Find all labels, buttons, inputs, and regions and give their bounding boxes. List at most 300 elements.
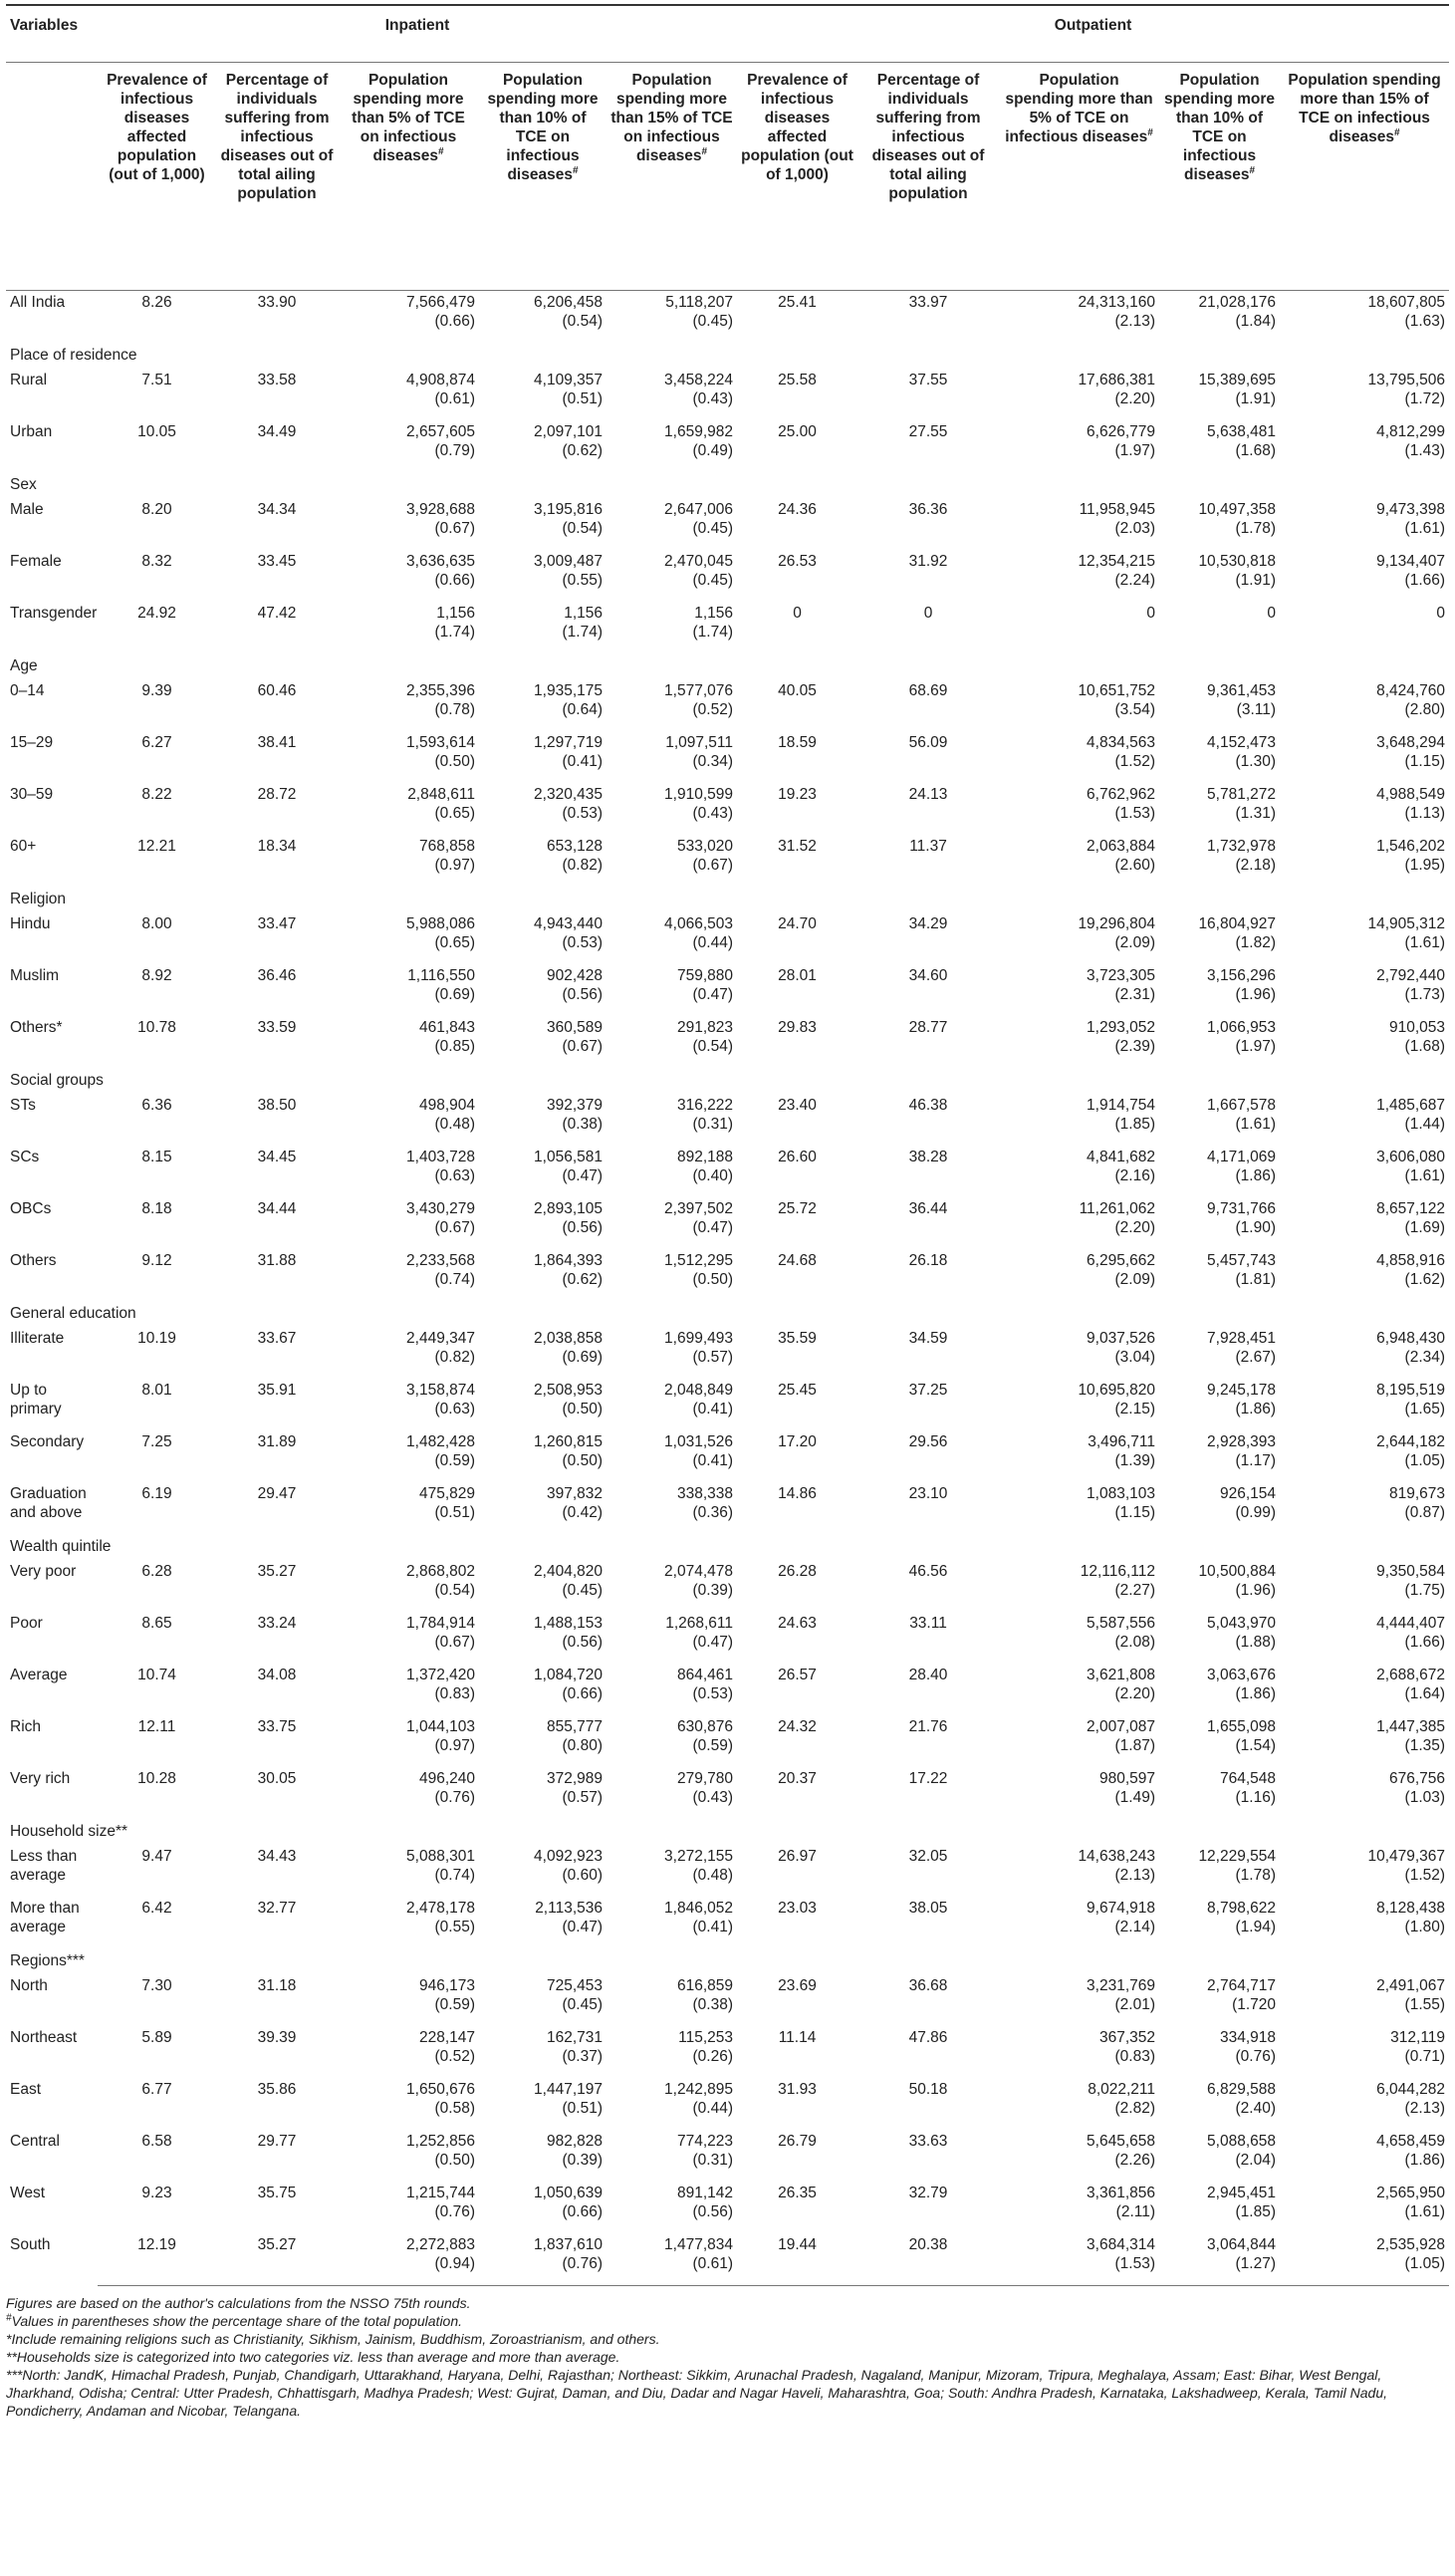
row-label: Female bbox=[10, 553, 62, 570]
value-cell: 392,379 bbox=[546, 1097, 603, 1114]
table-body bbox=[6, 291, 1449, 2286]
value-cell: 8.15 bbox=[141, 1149, 172, 1165]
value-cell: 3,606,080 bbox=[1376, 1149, 1446, 1165]
value-cell: 32.79 bbox=[908, 2185, 948, 2201]
value-cell: 9.12 bbox=[141, 1252, 172, 1269]
table-row bbox=[6, 2130, 1449, 2151]
value-cell: 5,587,556 bbox=[1087, 1615, 1156, 1632]
value-cell: 2,478,178 bbox=[406, 1900, 475, 1917]
value-cell: 60.46 bbox=[257, 682, 297, 699]
share-cell: (1.52) bbox=[1114, 753, 1156, 770]
value-cell: 8,798,622 bbox=[1207, 1900, 1277, 1917]
share-cell bbox=[98, 700, 216, 731]
share-cell: (0.43) bbox=[692, 805, 734, 822]
share-cell bbox=[737, 1115, 857, 1146]
note-religion: *Include remaining religions such as Christianity, Sikhism, Jainism, Buddhism, Zoroastrianism, and others. bbox=[6, 2331, 660, 2347]
share-cell: (0.47) bbox=[692, 986, 734, 1003]
value-cell: 35.27 bbox=[257, 1563, 297, 1580]
value-cell: 35.75 bbox=[257, 2185, 297, 2201]
section-title: Regions*** bbox=[10, 1952, 85, 1969]
inpatient-header: Inpatient bbox=[98, 5, 737, 63]
section-row bbox=[6, 653, 1449, 679]
value-cell: 653,128 bbox=[546, 838, 603, 855]
value-cell: 1,784,914 bbox=[406, 1615, 475, 1632]
share-cell: (0.52) bbox=[692, 701, 734, 718]
share-cell: (2.04) bbox=[1235, 2152, 1277, 2169]
value-cell: 1,512,295 bbox=[664, 1252, 734, 1269]
row-label: Northeast bbox=[10, 2029, 78, 2046]
value-cell: 17.20 bbox=[778, 1433, 817, 1450]
value-cell: 3,684,314 bbox=[1087, 2236, 1156, 2253]
value-cell: 37.55 bbox=[908, 372, 948, 388]
share-cell: (1.62) bbox=[1404, 1271, 1446, 1288]
value-cell: 24.68 bbox=[778, 1252, 817, 1269]
value-cell: 10.19 bbox=[137, 1330, 176, 1347]
value-cell: 5,043,970 bbox=[1207, 1615, 1277, 1632]
share-cell: (0.53) bbox=[562, 934, 603, 951]
share-cell bbox=[216, 312, 338, 343]
share-cell bbox=[737, 1633, 857, 1664]
value-cell: 47.42 bbox=[257, 605, 297, 622]
value-cell: 9,731,766 bbox=[1207, 1200, 1277, 1217]
value-cell: 4,834,563 bbox=[1087, 734, 1156, 751]
share-cell bbox=[98, 752, 216, 783]
share-cell: (3.54) bbox=[1114, 701, 1156, 718]
value-cell: 6,295,662 bbox=[1087, 1252, 1156, 1269]
share-cell: (0.51) bbox=[562, 2100, 603, 2117]
share-cell: (0.76) bbox=[434, 2203, 475, 2220]
footnote-mark: # bbox=[1394, 127, 1400, 138]
row-label: Hindu bbox=[10, 915, 51, 932]
share-cell: (2.82) bbox=[1114, 2100, 1156, 2117]
row-label: Illiterate bbox=[10, 1330, 65, 1347]
share-row bbox=[6, 571, 1449, 602]
footnote-mark: # bbox=[572, 164, 579, 176]
share-cell: (1.61) bbox=[1404, 2203, 1446, 2220]
value-cell: 34.34 bbox=[257, 501, 297, 518]
value-cell: 10,695,820 bbox=[1078, 1382, 1156, 1399]
share-cell: (0.63) bbox=[434, 1401, 475, 1417]
share-cell bbox=[216, 1166, 338, 1197]
value-cell: 2,355,396 bbox=[406, 682, 475, 699]
share-cell: (1.80) bbox=[1404, 1919, 1446, 1935]
share-cell bbox=[98, 1218, 216, 1249]
value-cell: 12.19 bbox=[137, 2236, 176, 2253]
value-cell: 8.00 bbox=[141, 915, 172, 932]
value-cell: 20.37 bbox=[778, 1770, 817, 1787]
table-row bbox=[6, 1974, 1449, 1995]
value-cell: 36.36 bbox=[908, 501, 948, 518]
share-row bbox=[6, 1348, 1449, 1379]
share-cell: (0.59) bbox=[434, 1452, 475, 1469]
share-cell: (0.50) bbox=[692, 1271, 734, 1288]
share-cell bbox=[857, 1218, 999, 1249]
header-row-groups bbox=[6, 5, 1449, 63]
share-cell: (0.66) bbox=[434, 572, 475, 589]
share-cell: (0.38) bbox=[692, 1996, 734, 2013]
value-cell: 8.65 bbox=[141, 1615, 172, 1632]
column-header-text: Prevalence of infectious diseases affected population (out of 1,000) bbox=[741, 72, 853, 183]
share-cell: (0.50) bbox=[434, 753, 475, 770]
share-cell bbox=[737, 700, 857, 731]
share-row bbox=[6, 856, 1449, 887]
value-cell: 32.05 bbox=[908, 1848, 948, 1865]
value-cell: 4,658,459 bbox=[1376, 2133, 1446, 2150]
note-household: **Households size is categorized into two categories viz. less than average and more than average. bbox=[6, 2349, 620, 2365]
row-label: SCs bbox=[10, 1149, 40, 1165]
share-cell bbox=[857, 571, 999, 602]
value-cell: 2,038,858 bbox=[534, 1330, 603, 1347]
share-cell bbox=[737, 1866, 857, 1897]
table-row bbox=[6, 912, 1449, 933]
table-row bbox=[6, 1560, 1449, 1581]
value-cell: 5,988,086 bbox=[406, 915, 475, 932]
share-cell: (0.59) bbox=[434, 1996, 475, 2013]
value-cell: 18.34 bbox=[257, 838, 297, 855]
share-cell bbox=[737, 856, 857, 887]
value-cell: 31.89 bbox=[257, 1433, 297, 1450]
section-row bbox=[6, 343, 1449, 369]
header-row-columns bbox=[6, 63, 1449, 291]
value-cell: 26.53 bbox=[778, 553, 817, 570]
value-cell: 5,457,743 bbox=[1207, 1252, 1277, 1269]
row-label: 15–29 bbox=[10, 734, 54, 751]
share-cell bbox=[216, 1788, 338, 1819]
share-cell: (0.82) bbox=[434, 1349, 475, 1366]
share-cell: (1.69) bbox=[1404, 1219, 1446, 1236]
table-row bbox=[6, 1327, 1449, 1348]
share-cell: (1.53) bbox=[1114, 805, 1156, 822]
value-cell: 4,092,923 bbox=[534, 1848, 603, 1865]
share-cell bbox=[857, 312, 999, 343]
data-table bbox=[6, 4, 1449, 2286]
value-cell: 1,732,978 bbox=[1207, 838, 1277, 855]
share-cell bbox=[216, 1115, 338, 1146]
share-cell: (0.67) bbox=[434, 520, 475, 537]
share-cell: (1.17) bbox=[1235, 1452, 1277, 1469]
share-cell: (0.50) bbox=[434, 2152, 475, 2169]
value-cell: 33.45 bbox=[257, 553, 297, 570]
value-cell: 3,063,676 bbox=[1207, 1667, 1277, 1683]
column-header bbox=[479, 63, 606, 291]
value-cell: 1,156 bbox=[564, 605, 603, 622]
value-cell: 6,762,962 bbox=[1087, 786, 1156, 803]
table-row bbox=[6, 1197, 1449, 1218]
share-cell: (1.86) bbox=[1235, 1167, 1277, 1184]
value-cell: 2,657,605 bbox=[406, 423, 475, 440]
share-cell bbox=[98, 1788, 216, 1819]
share-cell bbox=[857, 933, 999, 964]
value-cell: 10.05 bbox=[137, 423, 176, 440]
share-cell: (0.55) bbox=[434, 1919, 475, 1935]
table-row bbox=[6, 602, 1449, 623]
value-cell: 3,928,688 bbox=[406, 501, 475, 518]
share-cell bbox=[857, 985, 999, 1016]
value-cell: 11.37 bbox=[909, 838, 947, 855]
share-cell: (0.49) bbox=[692, 442, 734, 459]
share-cell bbox=[737, 1736, 857, 1767]
value-cell: 1,156 bbox=[436, 605, 475, 622]
share-cell bbox=[737, 752, 857, 783]
value-cell: 892,188 bbox=[676, 1149, 734, 1165]
value-cell: 33.75 bbox=[257, 1718, 297, 1735]
value-cell: 29.47 bbox=[257, 1485, 297, 1502]
value-cell: 4,109,357 bbox=[534, 372, 603, 388]
share-cell bbox=[98, 933, 216, 964]
value-cell: 31.93 bbox=[778, 2081, 817, 2098]
value-cell: 68.69 bbox=[908, 682, 948, 699]
share-cell: (1.66) bbox=[1404, 572, 1446, 589]
value-cell: 980,597 bbox=[1098, 1770, 1156, 1787]
row-label: Others* bbox=[10, 1019, 63, 1036]
value-cell: 1,477,834 bbox=[664, 2236, 734, 2253]
value-cell: 5,645,658 bbox=[1087, 2133, 1156, 2150]
value-cell: 12.21 bbox=[137, 838, 176, 855]
share-row bbox=[6, 700, 1449, 731]
share-cell: (0.55) bbox=[562, 572, 603, 589]
share-cell: (1.75) bbox=[1404, 1582, 1446, 1599]
value-cell: 6,829,588 bbox=[1207, 2081, 1277, 2098]
share-cell: (0.57) bbox=[562, 1789, 603, 1806]
share-cell bbox=[857, 441, 999, 472]
value-cell: 33.47 bbox=[257, 915, 297, 932]
share-cell: (1.86) bbox=[1235, 1685, 1277, 1702]
value-cell: 2,688,672 bbox=[1376, 1667, 1446, 1683]
share-cell: (1.84) bbox=[1235, 313, 1277, 330]
value-cell: 338,338 bbox=[676, 1485, 734, 1502]
share-row bbox=[6, 441, 1449, 472]
share-cell bbox=[216, 985, 338, 1016]
value-cell: 1,846,052 bbox=[664, 1900, 734, 1917]
share-cell bbox=[857, 1633, 999, 1664]
share-cell bbox=[857, 1918, 999, 1948]
footnote-mark: # bbox=[1249, 164, 1256, 176]
value-cell: 35.91 bbox=[257, 1382, 297, 1399]
row-label: Very poor bbox=[10, 1563, 77, 1580]
value-cell: 461,843 bbox=[418, 1019, 475, 1036]
share-cell: (0.67) bbox=[692, 857, 734, 874]
value-cell: 33.59 bbox=[257, 1019, 297, 1036]
value-cell: 2,007,087 bbox=[1087, 1718, 1156, 1735]
value-cell: 25.41 bbox=[778, 294, 817, 311]
value-cell: 34.44 bbox=[257, 1200, 297, 1217]
share-cell: (2.60) bbox=[1114, 857, 1156, 874]
share-cell: (1.54) bbox=[1235, 1737, 1277, 1754]
table-notes bbox=[6, 2294, 1449, 2420]
share-cell bbox=[216, 1736, 338, 1767]
share-cell bbox=[857, 1400, 999, 1430]
share-cell bbox=[737, 1918, 857, 1948]
value-cell: 6.77 bbox=[141, 2081, 172, 2098]
value-cell: 162,731 bbox=[546, 2029, 603, 2046]
share-cell: (0.66) bbox=[562, 2203, 603, 2220]
section-title: Sex bbox=[10, 476, 37, 493]
value-cell: 15,389,695 bbox=[1198, 372, 1277, 388]
row-label: Average bbox=[10, 1667, 68, 1683]
share-cell: (0.67) bbox=[434, 1219, 475, 1236]
section-row bbox=[6, 1948, 1449, 1974]
share-row bbox=[6, 985, 1449, 1016]
value-cell: 759,880 bbox=[676, 967, 734, 984]
column-header bbox=[216, 63, 338, 291]
value-cell: 1,050,639 bbox=[534, 2185, 603, 2201]
value-cell: 8.22 bbox=[141, 786, 172, 803]
value-cell: 31.92 bbox=[908, 553, 948, 570]
share-cell bbox=[737, 1400, 857, 1430]
value-cell: 3,064,844 bbox=[1207, 2236, 1277, 2253]
share-cell bbox=[857, 1037, 999, 1068]
value-cell: 8.92 bbox=[141, 967, 172, 984]
value-cell: 7.51 bbox=[141, 372, 172, 388]
table-row bbox=[6, 291, 1449, 313]
value-cell: 28.72 bbox=[257, 786, 297, 803]
row-label: Urban bbox=[10, 423, 53, 440]
value-cell: 3,430,279 bbox=[406, 1200, 475, 1217]
value-cell: 1,577,076 bbox=[664, 682, 734, 699]
value-cell: 1,268,611 bbox=[665, 1615, 734, 1632]
value-cell: 3,458,224 bbox=[664, 372, 734, 388]
share-row bbox=[6, 1503, 1449, 1534]
share-cell: (0.56) bbox=[562, 1219, 603, 1236]
value-cell: 2,397,502 bbox=[664, 1200, 734, 1217]
share-cell: (1.95) bbox=[1404, 857, 1446, 874]
share-cell bbox=[857, 1736, 999, 1767]
share-cell: (2.09) bbox=[1114, 934, 1156, 951]
share-cell: (2.39) bbox=[1114, 1038, 1156, 1055]
value-cell: 8.20 bbox=[141, 501, 172, 518]
share-cell: (0.82) bbox=[562, 857, 603, 874]
share-cell bbox=[98, 1503, 216, 1534]
share-cell: (0.41) bbox=[562, 753, 603, 770]
value-cell: 1,935,175 bbox=[534, 682, 603, 699]
share-cell bbox=[737, 1270, 857, 1301]
value-cell: 28.77 bbox=[908, 1019, 948, 1036]
value-cell: 31.18 bbox=[257, 1977, 297, 1994]
share-cell: (1.52) bbox=[1404, 1867, 1446, 1884]
share-cell: (0.50) bbox=[562, 1401, 603, 1417]
value-cell: 6,044,282 bbox=[1376, 2081, 1446, 2098]
value-cell: 372,989 bbox=[546, 1770, 603, 1787]
share-cell: (1.96) bbox=[1235, 1582, 1277, 1599]
value-cell: 3,231,769 bbox=[1087, 1977, 1156, 1994]
share-cell bbox=[737, 1348, 857, 1379]
value-cell: 4,171,069 bbox=[1207, 1149, 1277, 1165]
value-cell: 533,020 bbox=[676, 838, 734, 855]
share-cell: (1.87) bbox=[1114, 1737, 1156, 1754]
value-cell: 38.41 bbox=[257, 734, 297, 751]
share-cell bbox=[216, 1684, 338, 1715]
column-header bbox=[857, 63, 999, 291]
share-cell bbox=[98, 1400, 216, 1430]
table-row bbox=[6, 1146, 1449, 1166]
value-cell: 0 bbox=[1436, 605, 1446, 622]
value-cell: 34.43 bbox=[257, 1848, 297, 1865]
share-cell bbox=[98, 312, 216, 343]
value-cell: 9,361,453 bbox=[1207, 682, 1277, 699]
share-cell: (2.08) bbox=[1114, 1634, 1156, 1651]
value-cell: 9,473,398 bbox=[1376, 501, 1446, 518]
value-cell: 2,565,950 bbox=[1376, 2185, 1446, 2201]
share-cell bbox=[857, 389, 999, 420]
table-row bbox=[6, 1379, 1449, 1400]
value-cell: 6,626,779 bbox=[1087, 423, 1156, 440]
share-cell: (0.67) bbox=[434, 1634, 475, 1651]
value-cell: 16,804,927 bbox=[1198, 915, 1277, 932]
value-cell: 5.89 bbox=[141, 2029, 172, 2046]
share-cell bbox=[857, 2047, 999, 2078]
share-cell: (0.60) bbox=[562, 1867, 603, 1884]
row-label: West bbox=[10, 2185, 46, 2201]
share-cell: (0.80) bbox=[562, 1737, 603, 1754]
value-cell: 725,453 bbox=[546, 1977, 603, 1994]
value-cell: 3,361,856 bbox=[1087, 2185, 1156, 2201]
share-cell: (0.66) bbox=[562, 1685, 603, 1702]
share-cell: (0.41) bbox=[692, 1452, 734, 1469]
share-cell: (2.24) bbox=[1114, 572, 1156, 589]
value-cell: 4,444,407 bbox=[1376, 1615, 1446, 1632]
share-cell: (0.99) bbox=[1235, 1504, 1277, 1521]
share-cell: (0.54) bbox=[434, 1582, 475, 1599]
row-label: Poor bbox=[10, 1615, 43, 1632]
share-cell bbox=[98, 1451, 216, 1482]
share-cell: (2.40) bbox=[1235, 2100, 1277, 2117]
share-cell: (0.51) bbox=[562, 390, 603, 407]
share-cell bbox=[737, 1218, 857, 1249]
row-label: Muslim bbox=[10, 967, 60, 984]
share-cell bbox=[737, 312, 857, 343]
share-cell: (1.74) bbox=[562, 624, 603, 641]
share-cell bbox=[98, 2254, 216, 2286]
section-title: General education bbox=[10, 1305, 136, 1322]
share-cell bbox=[98, 1348, 216, 1379]
value-cell: 2,792,440 bbox=[1376, 967, 1446, 984]
share-cell: (0.74) bbox=[434, 1867, 475, 1884]
value-cell: 910,053 bbox=[1389, 1019, 1446, 1036]
share-cell bbox=[98, 1037, 216, 1068]
share-cell bbox=[216, 2151, 338, 2182]
value-cell: 764,548 bbox=[1219, 1770, 1277, 1787]
value-cell: 35.27 bbox=[257, 2236, 297, 2253]
share-cell: (1.88) bbox=[1235, 1634, 1277, 1651]
share-cell: (1.65) bbox=[1404, 1401, 1446, 1417]
variables-header: Variables bbox=[6, 5, 98, 63]
value-cell: 3,195,816 bbox=[534, 501, 603, 518]
share-row bbox=[6, 804, 1449, 835]
column-header-text: Population spending more than 10% of TCE on infectious diseases bbox=[487, 72, 599, 183]
section-row bbox=[6, 472, 1449, 498]
value-cell: 29.83 bbox=[778, 1019, 817, 1036]
value-cell: 27.55 bbox=[908, 423, 948, 440]
value-cell: 2,928,393 bbox=[1207, 1433, 1277, 1450]
value-cell: 2,868,802 bbox=[406, 1563, 475, 1580]
share-cell bbox=[857, 1788, 999, 1819]
share-cell bbox=[737, 1503, 857, 1534]
share-cell: (0.58) bbox=[434, 2100, 475, 2117]
share-cell: (0.41) bbox=[692, 1401, 734, 1417]
value-cell: 2,508,953 bbox=[534, 1382, 603, 1399]
row-label: Secondary bbox=[10, 1433, 85, 1450]
value-cell: 1,655,098 bbox=[1207, 1718, 1277, 1735]
note-hash bbox=[6, 2312, 1449, 2330]
share-cell bbox=[737, 1788, 857, 1819]
table-head bbox=[6, 5, 1449, 291]
value-cell: 1,252,856 bbox=[406, 2133, 475, 2150]
share-cell: (0.62) bbox=[562, 442, 603, 459]
share-cell bbox=[98, 1684, 216, 1715]
column-header bbox=[999, 63, 1159, 291]
share-row bbox=[6, 1270, 1449, 1301]
value-cell: 3,158,874 bbox=[406, 1382, 475, 1399]
